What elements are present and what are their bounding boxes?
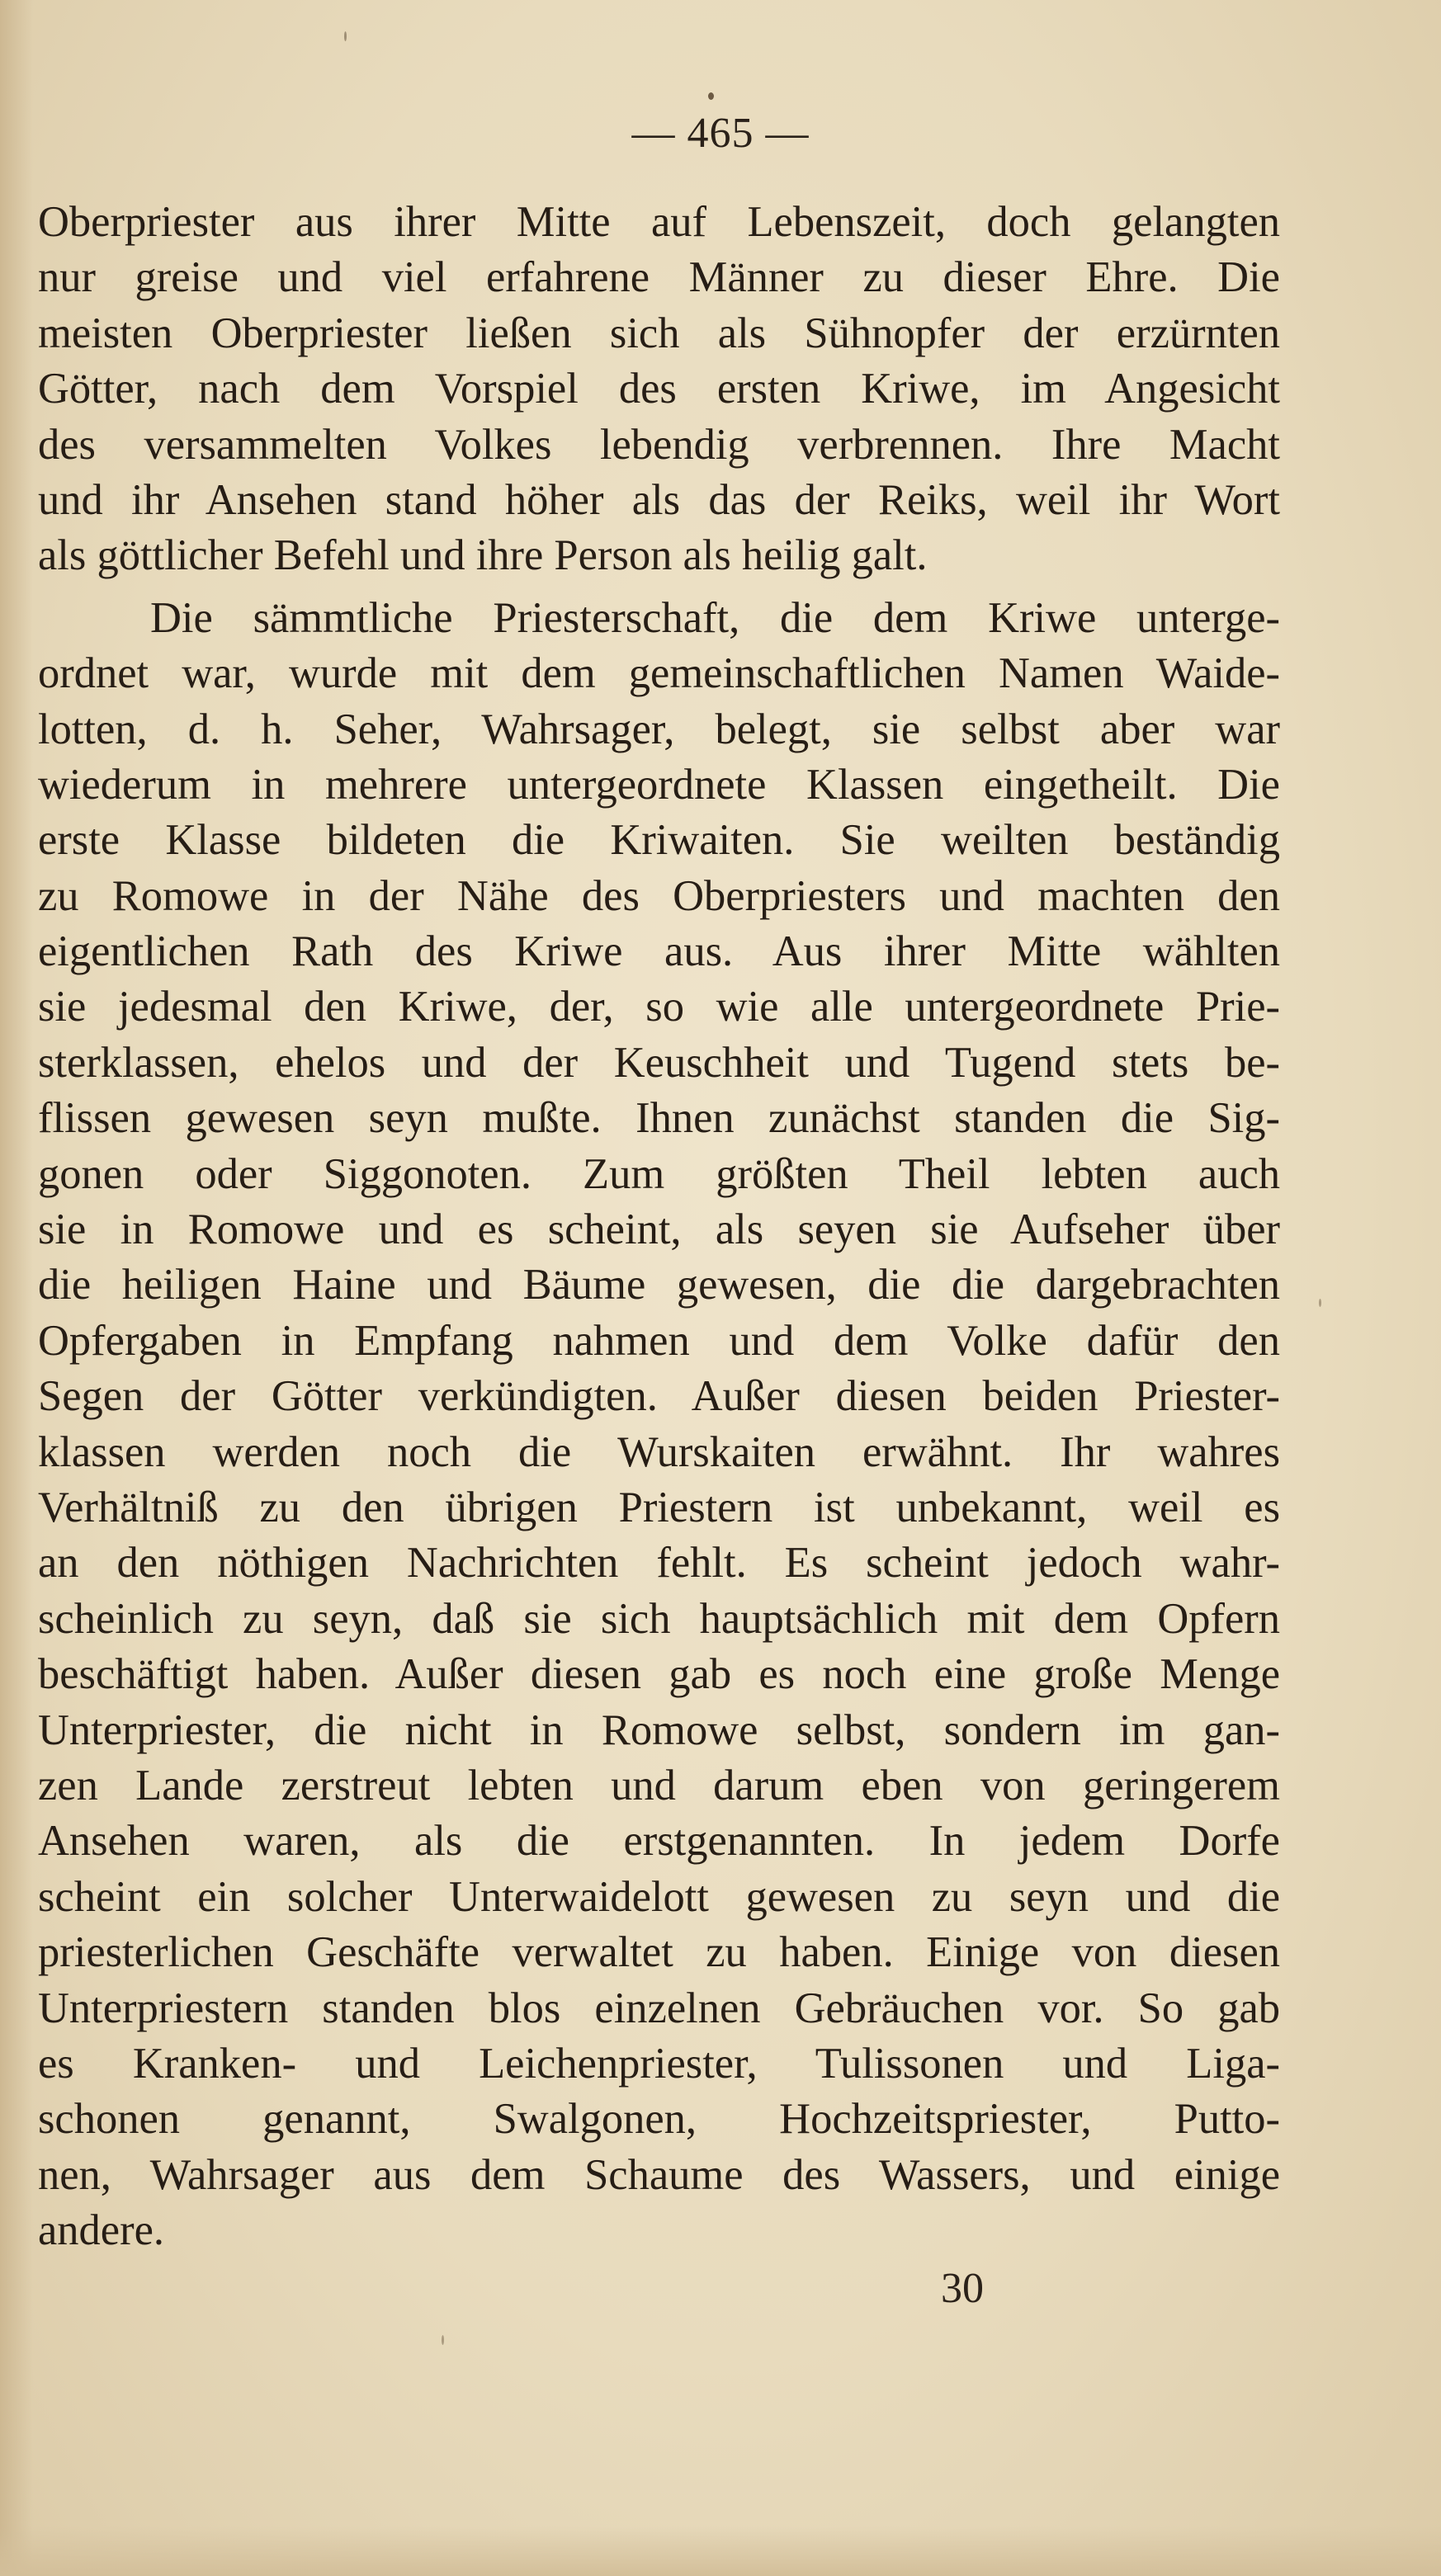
- text-line: flissen gewesen seyn mußte. Ihnen zunächst standen die Sig-: [38, 1094, 1280, 1143]
- text-line: priesterlichen Geschäfte verwaltet zu haben. Einige von diesen: [38, 1928, 1280, 1977]
- text-line: lotten, d. h. Seher, Wahrsager, belegt, sie selbst aber war: [38, 705, 1280, 753]
- text-line: des versammelten Volkes lebendig verbrennen. Ihre Macht: [38, 420, 1280, 469]
- page-bottom-shadow: [0, 2526, 1441, 2576]
- paper-speck: [442, 2335, 444, 2345]
- text-line: gonen oder Siggonoten. Zum größten Theil lebten auch: [38, 1149, 1280, 1198]
- text-line: wiederum in mehrere untergeordnete Klassen eingetheilt. Die: [38, 760, 1280, 809]
- text-line: beschäftigt haben. Außer diesen gab es noch eine große Menge: [38, 1650, 1280, 1699]
- text-line: meisten Oberpriester ließen sich als Sühnopfer der erzürnten: [38, 309, 1280, 357]
- paragraph-2: [38, 591, 1280, 2259]
- text-line: an den nöthigen Nachrichten fehlt. Es scheint jedoch wahr-: [38, 1539, 1280, 1588]
- page-edge-shadow: [0, 0, 33, 2576]
- text-line: eigentlichen Rath des Kriwe aus. Aus ihrer Mitte wählten: [38, 927, 1280, 976]
- body-text: [38, 195, 1280, 2258]
- text-line: scheint ein solcher Unterwaidelott gewesen zu seyn und die: [38, 1872, 1280, 1921]
- text-line: sie in Romowe und es scheint, als seyen sie Aufseher über: [38, 1205, 1280, 1254]
- text-line: ordnet war, wurde mit dem gemeinschaftlichen Namen Waide-: [38, 649, 1280, 698]
- text-line: Die sämmtliche Priesterschaft, die dem Kriwe unterge-: [150, 593, 1280, 642]
- text-line: erste Klasse bildeten die Kriwaiten. Sie weilten beständig: [38, 816, 1280, 865]
- text-line: Verhältniß zu den übrigen Priestern ist unbekannt, weil es: [38, 1483, 1280, 1531]
- signature-mark: 30: [941, 2265, 984, 2312]
- text-line: zen Lande zerstreut lebten und darum eben von geringerem: [38, 1761, 1280, 1809]
- text-line: und ihr Ansehen stand höher als das der Reiks, weil ihr Wort: [38, 475, 1280, 524]
- paper-speck: [344, 31, 347, 41]
- text-line: Ansehen waren, als die erstgenannten. In jedem Dorfe: [38, 1817, 1280, 1866]
- text-line: nur greise und viel erfahrene Männer zu dieser Ehre. Die: [38, 253, 1280, 302]
- text-line: Opfergaben in Empfang nahmen und dem Volke dafür den: [38, 1316, 1280, 1365]
- paragraph-gap: [38, 584, 1280, 591]
- text-line: nen, Wahrsager aus dem Schaume des Wassers, und einige: [38, 2150, 1280, 2199]
- text-line: sterklassen, ehelos und der Keuschheit und Tugend stets be-: [38, 1038, 1280, 1087]
- text-line: Oberpriester aus ihrer Mitte auf Lebenszeit, doch gelangten: [38, 198, 1280, 246]
- paper-speck: [1319, 1299, 1321, 1307]
- text-line: sie jedesmal den Kriwe, der, so wie alle untergeordnete Prie-: [38, 983, 1280, 1031]
- text-line: als göttlicher Befehl und ihre Person als heilig galt.: [38, 531, 928, 580]
- text-line: andere.: [38, 2206, 165, 2255]
- text-line: schonen genannt, Swalgonen, Hochzeitspriester, Putto-: [38, 2095, 1280, 2144]
- text-line: es Kranken- und Leichenpriester, Tulissonen und Liga-: [38, 2039, 1280, 2088]
- text-line: zu Romowe in der Nähe des Oberpriesters und machten den: [38, 871, 1280, 920]
- text-line: Segen der Götter verkündigten. Außer diesen beiden Priester-: [38, 1372, 1280, 1421]
- text-line: Götter, nach dem Vorspiel des ersten Kriwe, im Angesicht: [38, 365, 1280, 413]
- text-line: scheinlich zu seyn, daß sie sich hauptsächlich mit dem Opfern: [38, 1594, 1280, 1643]
- text-line: Unterpriestern standen blos einzelnen Gebräuchen vor. So gab: [38, 1984, 1280, 2032]
- page-number-header: — 465 —: [631, 110, 810, 157]
- paper-speck: [708, 92, 714, 100]
- text-line: die heiligen Haine und Bäume gewesen, die die dargebrachten: [38, 1261, 1280, 1309]
- text-line: klassen werden noch die Wurskaiten erwähnt. Ihr wahres: [38, 1427, 1280, 1476]
- paragraph-1: [38, 195, 1280, 584]
- text-line: Unterpriester, die nicht in Romowe selbst, sondern im gan-: [38, 1706, 1280, 1754]
